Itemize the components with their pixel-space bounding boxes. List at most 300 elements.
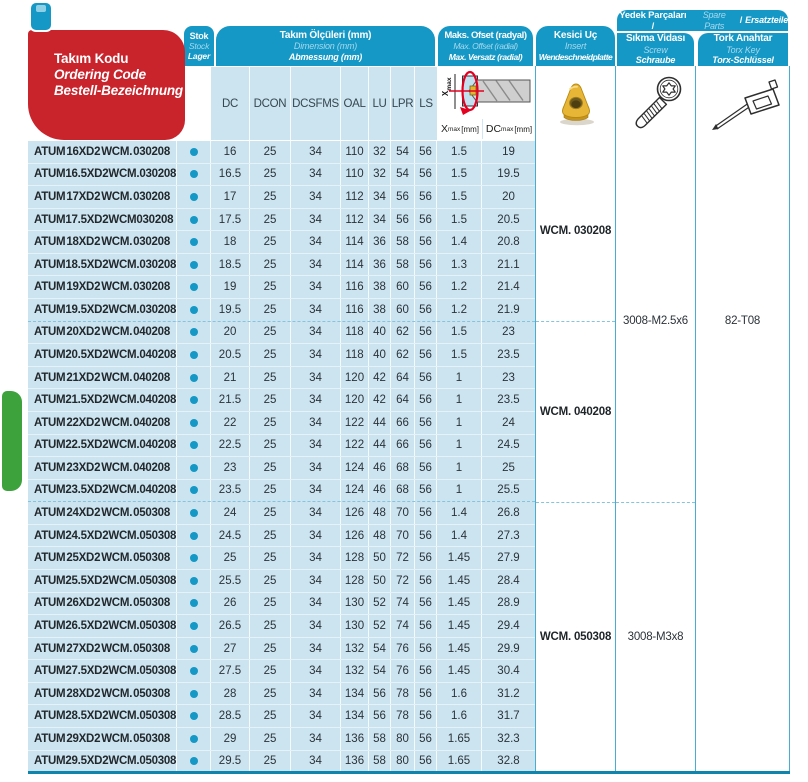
ordering-code-header — [28, 30, 185, 140]
cell-dcmax: 24.5 — [497, 439, 520, 452]
cell-lpr: 76 — [391, 660, 415, 682]
cell-xmax: 1.5 — [437, 322, 482, 344]
stock-cell — [177, 615, 211, 637]
cell-dc: 20 — [211, 322, 250, 344]
screw-group — [616, 502, 695, 772]
cell-dc: 19 — [211, 276, 250, 298]
cell-dcmax: 28.9 — [497, 597, 520, 610]
cell-oal: 124 — [341, 457, 369, 479]
cell-oal: 114 — [341, 254, 369, 276]
cell-ls: 56 — [415, 254, 437, 276]
spare-en: Spare Parts — [702, 10, 726, 31]
cell-oal: 132 — [341, 660, 369, 682]
cell-dcsfms: 34 — [291, 683, 341, 705]
cell-xmax: 1.5 — [437, 164, 482, 186]
table-row — [28, 501, 535, 524]
table-row — [28, 230, 535, 253]
offset-de: Max. Versatz (radial) — [448, 51, 523, 62]
torx-key-icon — [701, 74, 785, 134]
cell-lpr: 58 — [391, 254, 415, 276]
cell-lpr: 54 — [391, 164, 415, 186]
cell-dcon: 25 — [250, 141, 291, 163]
stock-dot — [190, 486, 198, 494]
cell-xmax: 1 — [437, 389, 482, 411]
table-row — [28, 546, 535, 569]
column-header-ls: LS — [419, 97, 433, 110]
torx-label: 82-T08 — [724, 315, 761, 328]
cell-lpr: 66 — [391, 412, 415, 434]
cell-dcon: 25 — [250, 547, 291, 569]
cell-lu: 54 — [369, 638, 391, 660]
cell-oal: 118 — [341, 344, 369, 366]
stock-dot — [190, 283, 198, 291]
stock-dot — [190, 622, 198, 630]
ordering-code: ATUM 18XD2 WCM. 030208 — [28, 231, 177, 253]
insert-en: Insert — [564, 41, 587, 51]
cell-ls: 56 — [415, 660, 437, 682]
insert-photo — [536, 66, 615, 141]
table-row — [28, 298, 535, 321]
column-header-lpr: LPR — [391, 67, 415, 140]
cell-dc: 23 — [211, 457, 250, 479]
stock-dot — [190, 374, 198, 382]
ordering-code: ATUM 26XD2 WCM. 050308 — [28, 593, 177, 615]
cell-dcmax: 27.3 — [497, 529, 520, 542]
stock-dot — [190, 193, 198, 201]
cell-xmax: 1.3 — [437, 254, 482, 276]
cell-lu: 48 — [369, 502, 391, 524]
cell-lu: 58 — [369, 751, 391, 773]
torx-tr: Tork Anahtar — [713, 33, 773, 45]
ordering-code: ATUM 20.5XD2 WCM. 040208 — [28, 344, 177, 366]
cell-xmax: 1.45 — [437, 660, 482, 682]
cell-lpr: 58 — [391, 231, 415, 253]
stock-cell — [177, 412, 211, 434]
cell-dcon: 25 — [250, 254, 291, 276]
table-row — [28, 659, 535, 682]
cell-lpr: 60 — [391, 299, 415, 321]
insert-column-header — [536, 26, 615, 66]
cell-oal: 128 — [341, 547, 369, 569]
stock-dot — [190, 441, 198, 449]
cell-xmax: 1 — [437, 435, 482, 457]
cell-ls: 56 — [415, 344, 437, 366]
cell-dcmax: 23 — [502, 371, 515, 384]
ordering-code: ATUM 23XD2 WCM. 040208 — [28, 457, 177, 479]
stock-cell — [177, 164, 211, 186]
cell-xmax: 1.45 — [437, 615, 482, 637]
insert-trigon-icon — [550, 80, 602, 128]
stock-cell — [177, 344, 211, 366]
column-header-dc: DC — [211, 67, 250, 140]
cell-xmax: 1.5 — [437, 141, 482, 163]
cell-lu: 40 — [369, 344, 391, 366]
cell-ls: 56 — [415, 457, 437, 479]
cell-dcsfms: 34 — [291, 367, 341, 389]
header-code-tr: Takım Kodu — [54, 51, 129, 66]
header-code-de: Bestell-Bezeichnung — [54, 83, 183, 98]
stock-dot — [190, 532, 198, 540]
cell-oal: 124 — [341, 480, 369, 502]
cell-oal: 130 — [341, 593, 369, 615]
cell-xmax: 1.45 — [437, 593, 482, 615]
cell-dcmax: 27.9 — [497, 552, 520, 565]
stock-cell — [177, 276, 211, 298]
cell-dcsfms: 34 — [291, 547, 341, 569]
stock-cell — [177, 502, 211, 524]
stock-cell — [177, 367, 211, 389]
cell-dcmax: 25 — [502, 461, 515, 474]
cell-xmax: 1.65 — [437, 728, 482, 750]
cell-lu: 42 — [369, 389, 391, 411]
cell-dcsfms: 34 — [291, 480, 341, 502]
cell-dc: 21.5 — [211, 389, 250, 411]
cell-dcmax: 29.4 — [497, 619, 520, 632]
cell-oal: 110 — [341, 164, 369, 186]
cell-xmax: 1.45 — [437, 638, 482, 660]
insert-label: WCM. 040208 — [539, 405, 612, 418]
cell-lu: 50 — [369, 547, 391, 569]
ordering-code: ATUM 16XD2 WCM. 030208 — [28, 141, 177, 163]
cell-ls: 56 — [415, 231, 437, 253]
ordering-code: ATUM 18.5XD2 WCM. 030208 — [28, 254, 177, 276]
cell-oal: 116 — [341, 276, 369, 298]
cell-dcon: 25 — [250, 186, 291, 208]
cell-dc: 18.5 — [211, 254, 250, 276]
stock-cell — [177, 209, 211, 231]
stock-cell — [177, 322, 211, 344]
cell-dc: 20.5 — [211, 344, 250, 366]
stock-cell — [177, 186, 211, 208]
cell-lu: 50 — [369, 570, 391, 592]
cell-oal: 136 — [341, 728, 369, 750]
ordering-code: ATUM 22XD2 WCM. 040208 — [28, 412, 177, 434]
cell-dcsfms: 34 — [291, 660, 341, 682]
cell-dc: 16.5 — [211, 164, 250, 186]
table-row — [28, 275, 535, 298]
cell-dcsfms: 34 — [291, 457, 341, 479]
table-row — [28, 185, 535, 208]
cell-dcsfms: 34 — [291, 276, 341, 298]
spare-separator: / — [739, 15, 743, 26]
cell-xmax: 1 — [437, 412, 482, 434]
cell-lpr: 66 — [391, 435, 415, 457]
cell-ls: 56 — [415, 299, 437, 321]
cell-lu: 52 — [369, 593, 391, 615]
cell-lpr: 64 — [391, 367, 415, 389]
cell-dc: 16 — [211, 141, 250, 163]
cell-ls: 56 — [415, 751, 437, 773]
cell-xmax: 1 — [437, 367, 482, 389]
cell-xmax: 1.45 — [437, 570, 482, 592]
cell-dcsfms: 34 — [291, 412, 341, 434]
cell-dcon: 25 — [250, 570, 291, 592]
cell-dcmax: 23.5 — [497, 348, 520, 361]
cell-dc: 25 — [211, 547, 250, 569]
cell-ls: 56 — [415, 367, 437, 389]
ordering-code: ATUM 27.5XD2 WCM. 050308 — [28, 660, 177, 682]
ordering-code: ATUM 16.5XD2 WCM. 030208 — [28, 164, 177, 186]
stock-dot — [190, 645, 198, 653]
cell-oal: 116 — [341, 299, 369, 321]
stock-cell — [177, 299, 211, 321]
stock-dot — [190, 757, 198, 765]
cell-ls: 56 — [415, 593, 437, 615]
cell-xmax: 1.6 — [437, 705, 482, 727]
cell-dc: 21 — [211, 367, 250, 389]
insert-group — [536, 321, 615, 501]
stock-cell — [177, 570, 211, 592]
cell-dcmax: 28.4 — [497, 574, 520, 587]
cell-dcmax: 19 — [502, 145, 515, 158]
cell-lu: 56 — [369, 683, 391, 705]
cell-lpr: 68 — [391, 457, 415, 479]
cell-ls: 56 — [415, 164, 437, 186]
column-header-dcsfms: DCSFMS — [291, 67, 341, 140]
stock-dot — [190, 577, 198, 585]
dcmax-column-label: DC max [mm] — [485, 123, 533, 135]
cell-dcon: 25 — [250, 389, 291, 411]
ordering-code: ATUM 28XD2 WCM. 050308 — [28, 683, 177, 705]
cell-lpr: 70 — [391, 502, 415, 524]
ordering-code: ATUM 27XD2 WCM. 050308 — [28, 638, 177, 660]
cell-xmax: 1.65 — [437, 751, 482, 773]
column-header-dcon: DCON — [250, 67, 291, 140]
cell-xmax: 1.2 — [437, 276, 482, 298]
xmax-diagram-label: $X_{max}$ — [441, 77, 453, 97]
cell-lpr: 72 — [391, 570, 415, 592]
cell-dcmax: 32.8 — [497, 755, 520, 768]
cell-dcsfms: 34 — [291, 570, 341, 592]
insert-column — [535, 66, 616, 773]
table-row — [28, 704, 535, 727]
screw-en: Screw — [643, 44, 668, 55]
cell-ls: 56 — [415, 389, 437, 411]
dimensions-header — [216, 26, 435, 66]
ordering-code: ATUM 24XD2 WCM. 050308 — [28, 502, 177, 524]
spare-tr: Yedek Parçaları / — [619, 9, 687, 32]
cell-dcsfms: 34 — [291, 299, 341, 321]
cell-dcon: 25 — [250, 660, 291, 682]
cell-dcmax: 31.2 — [497, 687, 520, 700]
cell-xmax: 1.45 — [437, 547, 482, 569]
cell-ls: 56 — [415, 480, 437, 502]
table-row — [28, 727, 535, 750]
table-row — [28, 163, 535, 186]
cell-xmax: 1 — [437, 457, 482, 479]
insert-group — [536, 502, 615, 772]
cell-dcmax: 31.7 — [497, 710, 520, 723]
cell-ls: 56 — [415, 276, 437, 298]
stock-dot — [190, 599, 198, 607]
stock-cell — [177, 593, 211, 615]
stock-cell — [177, 705, 211, 727]
cell-dcsfms: 34 — [291, 705, 341, 727]
ordering-code: ATUM 28.5XD2 WCM. 050308 — [28, 705, 177, 727]
cell-oal: 110 — [341, 141, 369, 163]
cell-oal: 134 — [341, 683, 369, 705]
column-header-oal: OAL — [341, 67, 369, 140]
cell-oal: 112 — [341, 186, 369, 208]
cell-dcon: 25 — [250, 231, 291, 253]
stock-cell — [177, 435, 211, 457]
cell-dcmax: 25.5 — [497, 484, 520, 497]
insert-group — [536, 141, 615, 321]
stock-dot — [190, 712, 198, 720]
cell-dcmax: 26.8 — [497, 507, 520, 520]
cell-dcon: 25 — [250, 502, 291, 524]
stock-cell — [177, 389, 211, 411]
cell-lpr: 64 — [391, 389, 415, 411]
xmax-column-label: X max [mm] — [438, 119, 483, 139]
cell-ls: 56 — [415, 435, 437, 457]
stock-dot — [190, 735, 198, 743]
table-row — [28, 637, 535, 660]
cell-dcon: 25 — [250, 705, 291, 727]
table-row — [28, 569, 535, 592]
cell-lu: 42 — [369, 367, 391, 389]
cell-lu: 38 — [369, 299, 391, 321]
stock-dot — [190, 667, 198, 675]
cell-dcon: 25 — [250, 728, 291, 750]
cell-lpr: 74 — [391, 593, 415, 615]
cell-oal: 134 — [341, 705, 369, 727]
offset-sublabels — [438, 119, 535, 139]
cell-oal: 130 — [341, 615, 369, 637]
cell-dcon: 25 — [250, 751, 291, 773]
cell-ls: 56 — [415, 141, 437, 163]
cell-lu: 38 — [369, 276, 391, 298]
product-table-body — [28, 141, 535, 772]
cell-lu: 40 — [369, 322, 391, 344]
torx-group — [696, 141, 789, 772]
bookmark-tab-icon — [31, 3, 51, 30]
offset-diagram — [438, 67, 535, 140]
stock-cell — [177, 480, 211, 502]
cell-oal: 136 — [341, 751, 369, 773]
stock-en: Stock — [188, 41, 210, 51]
cell-ls: 56 — [415, 502, 437, 524]
cell-xmax: 1 — [437, 480, 482, 502]
cell-dcsfms: 34 — [291, 593, 341, 615]
stock-cell — [177, 683, 211, 705]
ordering-code: ATUM 19.5XD2 WCM. 030208 — [28, 299, 177, 321]
cell-dcsfms: 34 — [291, 231, 341, 253]
cell-ls: 56 — [415, 412, 437, 434]
stock-cell — [177, 547, 211, 569]
stock-cell — [177, 660, 211, 682]
cell-lu: 46 — [369, 480, 391, 502]
cell-lpr: 70 — [391, 525, 415, 547]
cell-dc: 18 — [211, 231, 250, 253]
cell-ls: 56 — [415, 186, 437, 208]
cell-lpr: 54 — [391, 141, 415, 163]
cell-dcsfms: 34 — [291, 344, 341, 366]
cell-dcon: 25 — [250, 344, 291, 366]
table-row — [28, 614, 535, 637]
dims-en: Dimension (mm) — [293, 41, 358, 51]
cell-ls: 56 — [415, 705, 437, 727]
cell-lu: 36 — [369, 231, 391, 253]
cell-oal: 120 — [341, 389, 369, 411]
screw-column — [616, 66, 696, 773]
cell-dcon: 25 — [250, 164, 291, 186]
torx-key-drawing — [696, 66, 789, 141]
table-row — [28, 141, 535, 163]
insert-tr: Kesici Uç — [553, 30, 598, 41]
cell-lu: 32 — [369, 164, 391, 186]
cell-oal: 132 — [341, 638, 369, 660]
max-offset-header — [438, 26, 533, 66]
cell-dc: 29.5 — [211, 751, 250, 773]
table-row — [28, 592, 535, 615]
cell-dc: 25.5 — [211, 570, 250, 592]
cell-xmax: 1.6 — [437, 683, 482, 705]
screw-group — [616, 141, 695, 502]
cell-oal: 118 — [341, 322, 369, 344]
cell-dcon: 25 — [250, 435, 291, 457]
stock-dot — [190, 351, 198, 359]
ordering-code: ATUM 24.5XD2 WCM. 050308 — [28, 525, 177, 547]
cell-xmax: 1.4 — [437, 525, 482, 547]
torx-column-header — [698, 33, 788, 66]
cell-dcon: 25 — [250, 525, 291, 547]
stock-cell — [177, 141, 211, 163]
dimension-subheader — [211, 67, 437, 140]
cell-xmax: 1.4 — [437, 502, 482, 524]
stock-dot — [190, 419, 198, 427]
cell-dc: 24.5 — [211, 525, 250, 547]
cell-dc: 17 — [211, 186, 250, 208]
ordering-code: ATUM 25XD2 WCM. 050308 — [28, 547, 177, 569]
cell-dcmax: 21.4 — [497, 281, 520, 294]
stock-dot — [190, 148, 198, 156]
torx-groups — [696, 141, 789, 772]
stock-dot — [190, 396, 198, 404]
column-header-lu: LU — [369, 67, 391, 140]
stock-cell — [177, 457, 211, 479]
stock-dot — [190, 216, 198, 224]
cell-dcsfms: 34 — [291, 186, 341, 208]
table-row — [28, 366, 535, 389]
dims-tr: Takım Ölçüleri (mm) — [279, 30, 372, 41]
cell-dcmax: 29.9 — [497, 642, 520, 655]
cell-oal: 114 — [341, 231, 369, 253]
cell-lu: 48 — [369, 525, 391, 547]
cell-oal: 120 — [341, 367, 369, 389]
cell-dc: 23.5 — [211, 480, 250, 502]
cell-lpr: 56 — [391, 186, 415, 208]
screw-label: 3008-M2.5x6 — [623, 315, 688, 328]
stock-dot — [190, 306, 198, 314]
cell-lu: 34 — [369, 186, 391, 208]
table-row — [28, 253, 535, 276]
screw-tr: Sıkma Vidası — [625, 33, 686, 45]
cell-dcon: 25 — [250, 276, 291, 298]
table-row — [28, 434, 535, 457]
cell-dcon: 25 — [250, 638, 291, 660]
cell-dcmax: 21.9 — [497, 303, 520, 316]
cell-dcsfms: 34 — [291, 209, 341, 231]
stock-dot — [190, 464, 198, 472]
cell-dcmax: 23 — [502, 326, 515, 339]
table-row — [28, 750, 535, 773]
offset-tr: Maks. Ofset (radyal) — [444, 30, 527, 41]
cell-dcsfms: 34 — [291, 638, 341, 660]
insert-label: WCM. 050308 — [539, 631, 612, 644]
cell-lu: 32 — [369, 141, 391, 163]
stock-cell — [177, 751, 211, 773]
